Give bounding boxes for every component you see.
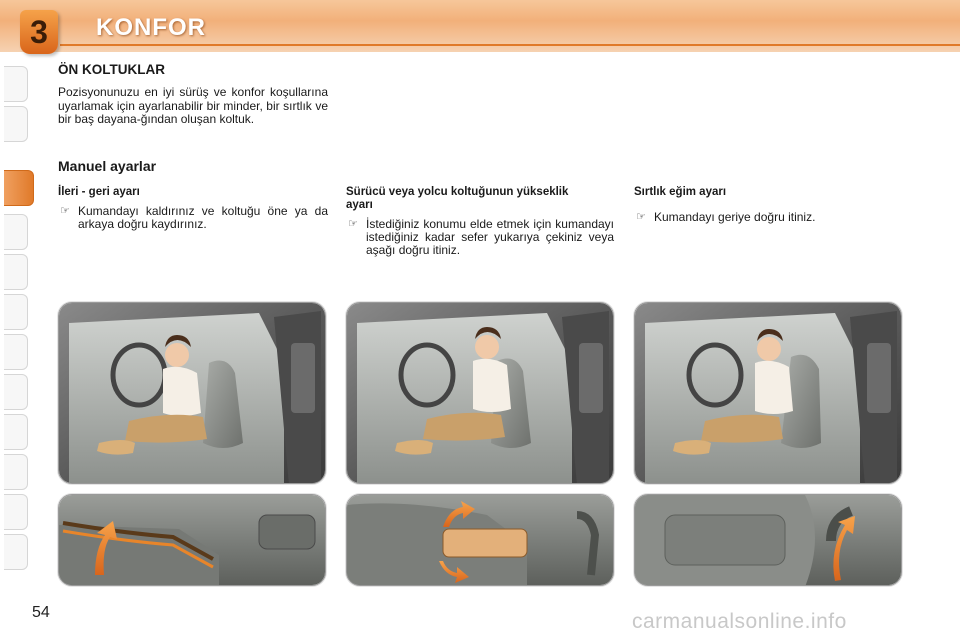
chapter-tab-12[interactable]	[4, 534, 28, 570]
closeup-backrest-lever	[634, 494, 902, 586]
section-intro: Pozisyonunuzu en iyi sürüş ve konfor koşullarına uyarlamak için ayarlanabilir bir minder, bir sırtlık ve bir baş dayana-ğından oluşan koltuk.	[58, 85, 328, 126]
watermark: carmanualsonline.info	[632, 610, 847, 633]
instruction-item	[346, 218, 614, 257]
seat-control-closeup	[59, 495, 326, 586]
seat-control-closeup	[635, 495, 902, 586]
chapter-tab-3-active[interactable]	[4, 170, 34, 206]
chapter-tabs	[0, 66, 34, 576]
chapter-tab-5[interactable]	[4, 254, 28, 290]
car-interior-drawing	[635, 303, 902, 484]
pointing-hand-icon: ☞	[348, 218, 358, 230]
illustration-backrest-seat	[634, 302, 902, 484]
page-title: KONFOR	[96, 14, 206, 41]
header-rule	[60, 44, 960, 46]
subsection-title: Manuel ayarlar	[58, 158, 157, 174]
chapter-tab-11[interactable]	[4, 494, 28, 530]
closeup-fore-aft-lever	[58, 494, 326, 586]
chapter-tab-7[interactable]	[4, 334, 28, 370]
car-interior-drawing	[59, 303, 326, 484]
chapter-tab-6[interactable]	[4, 294, 28, 330]
illustration-fore-aft-seat	[58, 302, 326, 484]
seat-control-closeup	[347, 495, 614, 586]
instruction-text: Kumandayı geriye doğru itiniz.	[654, 210, 816, 224]
section-title: ÖN KOLTUKLAR	[58, 62, 165, 77]
illustration-height-seat	[346, 302, 614, 484]
instruction-text: Kumandayı kaldırınız ve koltuğu öne ya da arkaya doğru kaydırınız.	[78, 204, 328, 231]
chapter-tab-4[interactable]	[4, 214, 28, 250]
pointing-hand-icon: ☞	[60, 205, 70, 217]
column-title: Sırtlık eğim ayarı	[634, 186, 727, 198]
closeup-height-lever	[346, 494, 614, 586]
column-height	[346, 186, 614, 257]
column-fore-aft	[58, 186, 328, 231]
chapter-tab-1[interactable]	[4, 66, 28, 102]
chapter-badge: 3	[20, 10, 58, 54]
chapter-tab-8[interactable]	[4, 374, 28, 410]
chapter-tab-2[interactable]	[4, 106, 28, 142]
instruction-item	[58, 205, 328, 231]
car-interior-drawing	[347, 303, 614, 484]
chapter-tab-10[interactable]	[4, 454, 28, 490]
instruction-text: İstediğiniz konumu elde etmek için kumandayı istediğiniz kadar sefer yukarıya çekiniz veya aşağı doğru itiniz.	[366, 217, 614, 257]
instruction-item	[634, 211, 904, 224]
chapter-tab-9[interactable]	[4, 414, 28, 450]
pointing-hand-icon: ☞	[636, 211, 646, 223]
page-number: 54	[32, 604, 50, 621]
column-title: İleri - geri ayarı	[58, 186, 140, 198]
column-title: Sürücü veya yolcu koltuğunun yükseklik ayarı	[346, 186, 569, 211]
column-backrest	[634, 186, 904, 224]
